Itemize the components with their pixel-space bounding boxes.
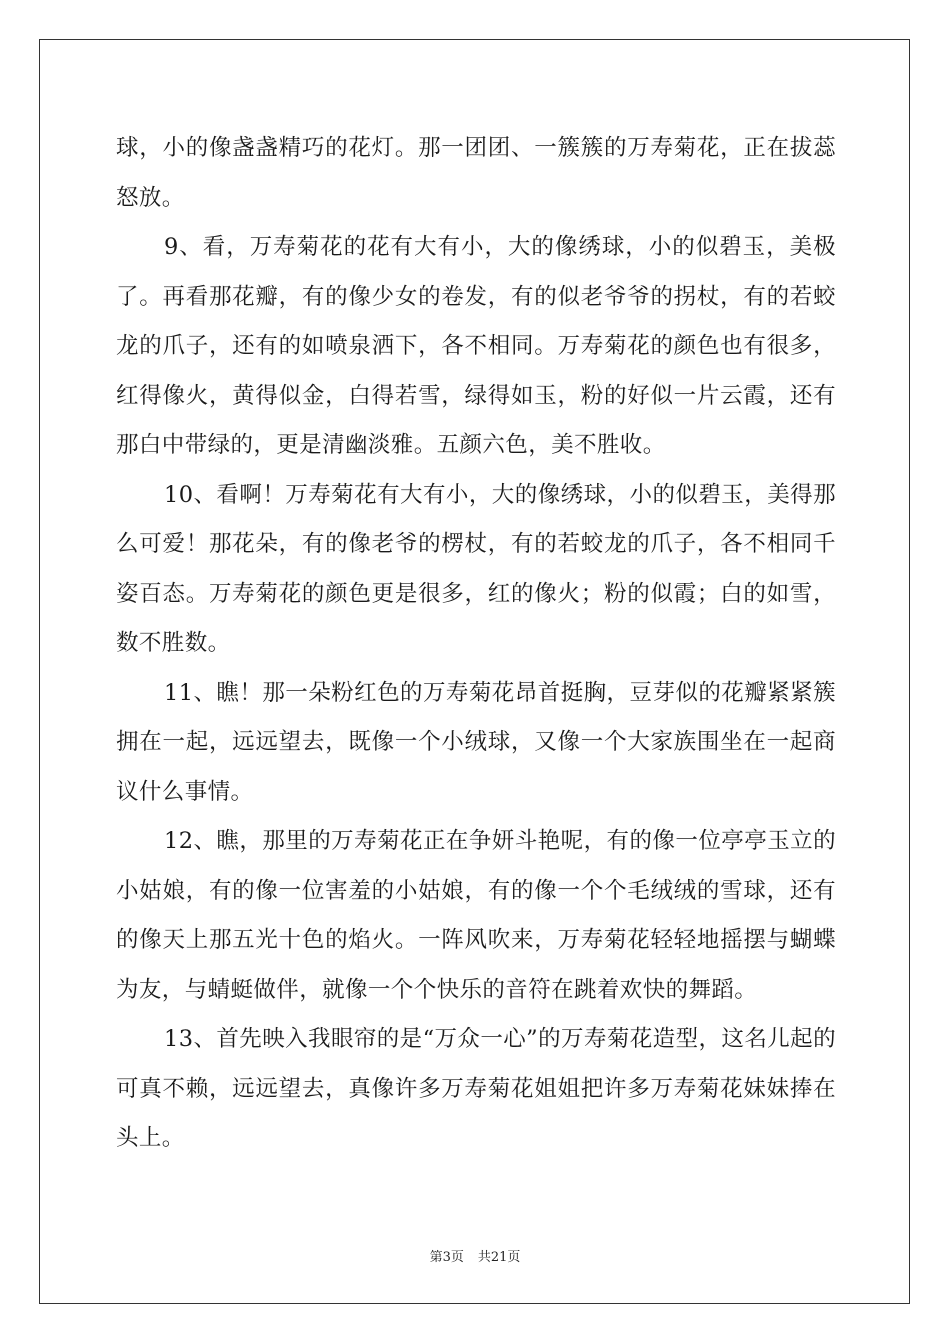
paragraph-item-9: 9、看，万寿菊花的花有大有小，大的像绣球，小的似碧玉，美极了。再看那花瓣，有的像少女的卷发，有的似老爷爷的拐杖，有的若蛟龙的爪子，还有的如喷泉洒下，各不相同。万寿菊花的颜色也有很多，红得像火，黄得似金，白得若雪，绿得如玉，粉的好似一片云霞，还有那白中带绿的，更是清幽淡雅。五颜六色，美不胜收。 <box>116 234 836 458</box>
paragraph-continuation: 球，小的像盏盏精巧的花灯。那一团团、一簇簇的万寿菊花，正在拔蕊怒放。 <box>116 135 836 211</box>
document-body <box>116 124 836 1164</box>
paragraph-item-10: 10、看啊！万寿菊花有大有小，大的像绣球，小的似碧玉，美得那么可爱！那花朵，有的像老爷的楞杖，有的若蛟龙的爪子，各不相同千姿百态。万寿菊花的颜色更是很多，红的像火；粉的似霞；白的如雪，数不胜数。 <box>116 481 836 656</box>
paragraph-item-13: 13、首先映入我眼帘的是“万众一心”的万寿菊花造型，这名儿起的可真不赖，远远望去，真像许多万寿菊花姐姐把许多万寿菊花妹妹捧在头上。 <box>116 1026 836 1151</box>
paragraph-item-11: 11、瞧！那一朵粉红色的万寿菊花昂首挺胸，豆芽似的花瓣紧紧簇拥在一起，远远望去，既像一个小绒球，又像一个大家族围坐在一起商议什么事情。 <box>116 679 836 805</box>
page-total: 共21页 <box>477 1250 521 1265</box>
page-footer <box>0 1246 950 1265</box>
paragraph-item-12: 12、瞧，那里的万寿菊花正在争妍斗艳呢，有的像一位亭亭玉立的小姑娘，有的像一位害羞的小姑娘，有的像一个个毛绒绒的雪球，还有的像天上那五光十色的焰火。一阵风吹来，万寿菊花轻轻地摇摆与蝴蝶为友，与蜻蜓做伴，就像一个个快乐的音符在跳着欢快的舞蹈。 <box>116 828 836 1003</box>
page-number: 第3页 <box>429 1250 464 1265</box>
